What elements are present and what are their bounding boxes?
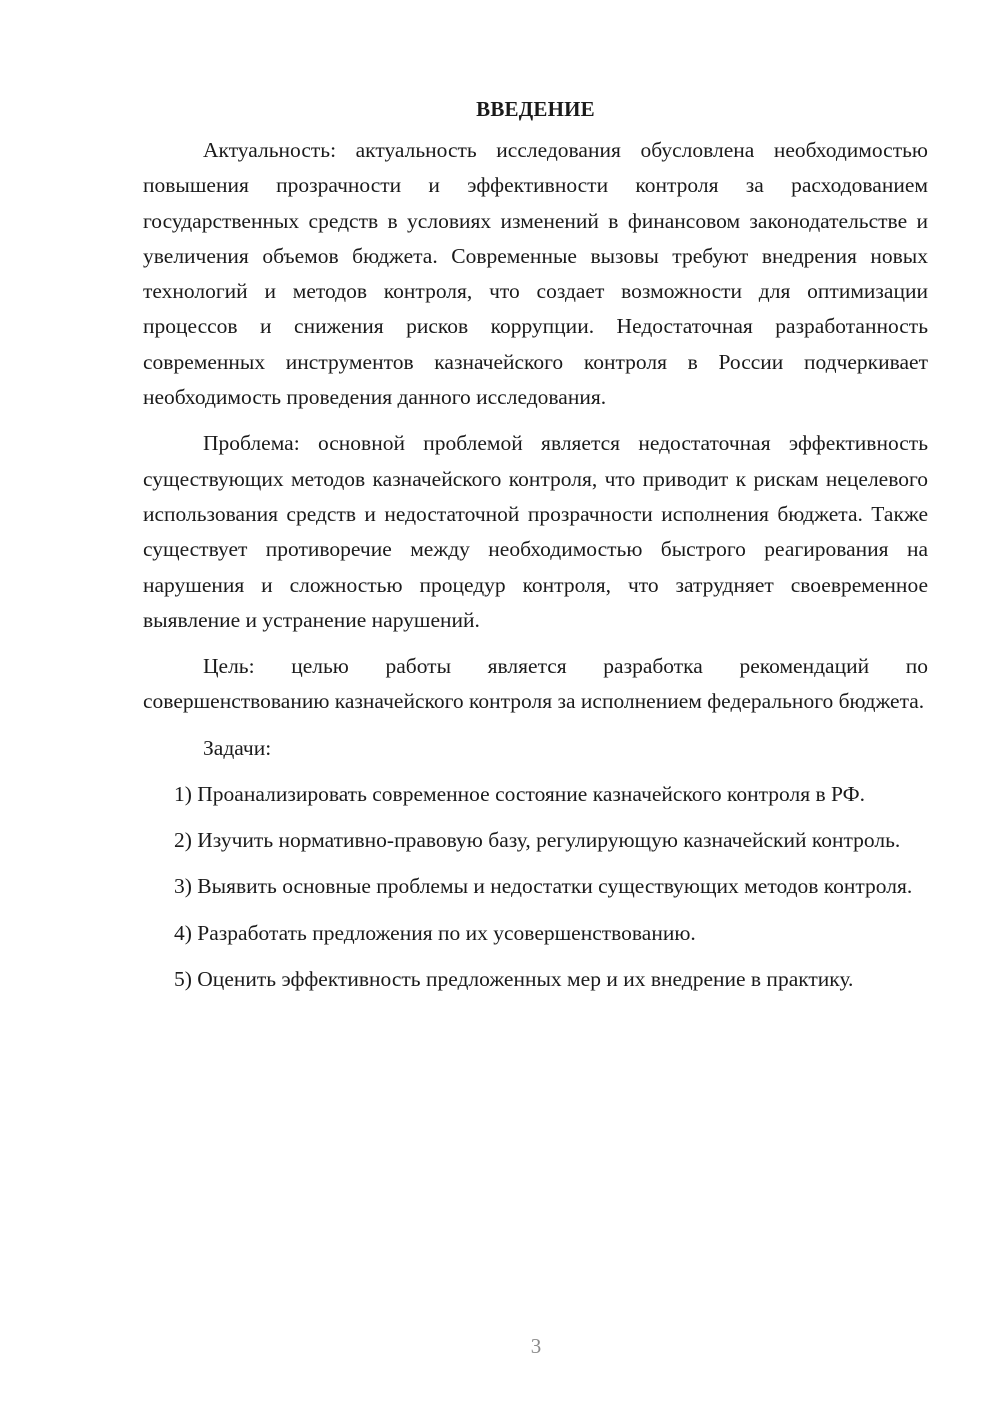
task-item-3: 3) Выявить основные проблемы и недостатки существующих методов контроля. bbox=[174, 874, 913, 899]
paragraph-goal: Цель: целью работы является разработка рекомендаций по совершенствованию казначейского контроля за исполнением федерального бюджета. bbox=[143, 654, 928, 714]
task-item-2: 2) Изучить нормативно-правовую базу, регулирующую казначейский контроль. bbox=[174, 828, 901, 853]
paragraph-relevance: Актуальность: актуальность исследования обусловлена необходимостью повышения прозрачности и эффективности контроля за расходованием государственных средств в условиях изменений в финансовом законодательстве и увеличения объемов бюджета. Современные вызовы требуют внедрения новых технологий и методов контроля, что создает возможности для оптимизации процессов и снижения рисков коррупции. Недостаточная разработанность современных инструментов казначейского контроля в России подчеркивает необходимость проведения данного исследования. bbox=[143, 138, 928, 410]
task-item-1: 1) Проанализировать современное состояние казначейского контроля в РФ. bbox=[174, 781, 865, 806]
tasks-heading: Задачи: bbox=[203, 735, 272, 760]
page-content bbox=[143, 92, 928, 1008]
section-title: ВВЕДЕНИЕ bbox=[476, 97, 595, 121]
paragraph-problem: Проблема: основной проблемой является недостаточная эффективность существующих методов казначейского контроля, что приводит к рискам нецелевого использования средств и недостаточной прозрачности исполнения бюджета. Также существует противоречие между необходимостью быстрого реагирования на нарушения и сложностью процедур контроля, что затрудняет своевременное выявление и устранение нарушений. bbox=[143, 431, 928, 632]
task-item-5: 5) Оценить эффективность предложенных мер и их внедрение в практику. bbox=[174, 966, 854, 991]
task-item-4: 4) Разработать предложения по их усовершенствованию. bbox=[174, 920, 696, 945]
tasks-list bbox=[143, 777, 928, 997]
page-number: 3 bbox=[530, 1334, 542, 1358]
